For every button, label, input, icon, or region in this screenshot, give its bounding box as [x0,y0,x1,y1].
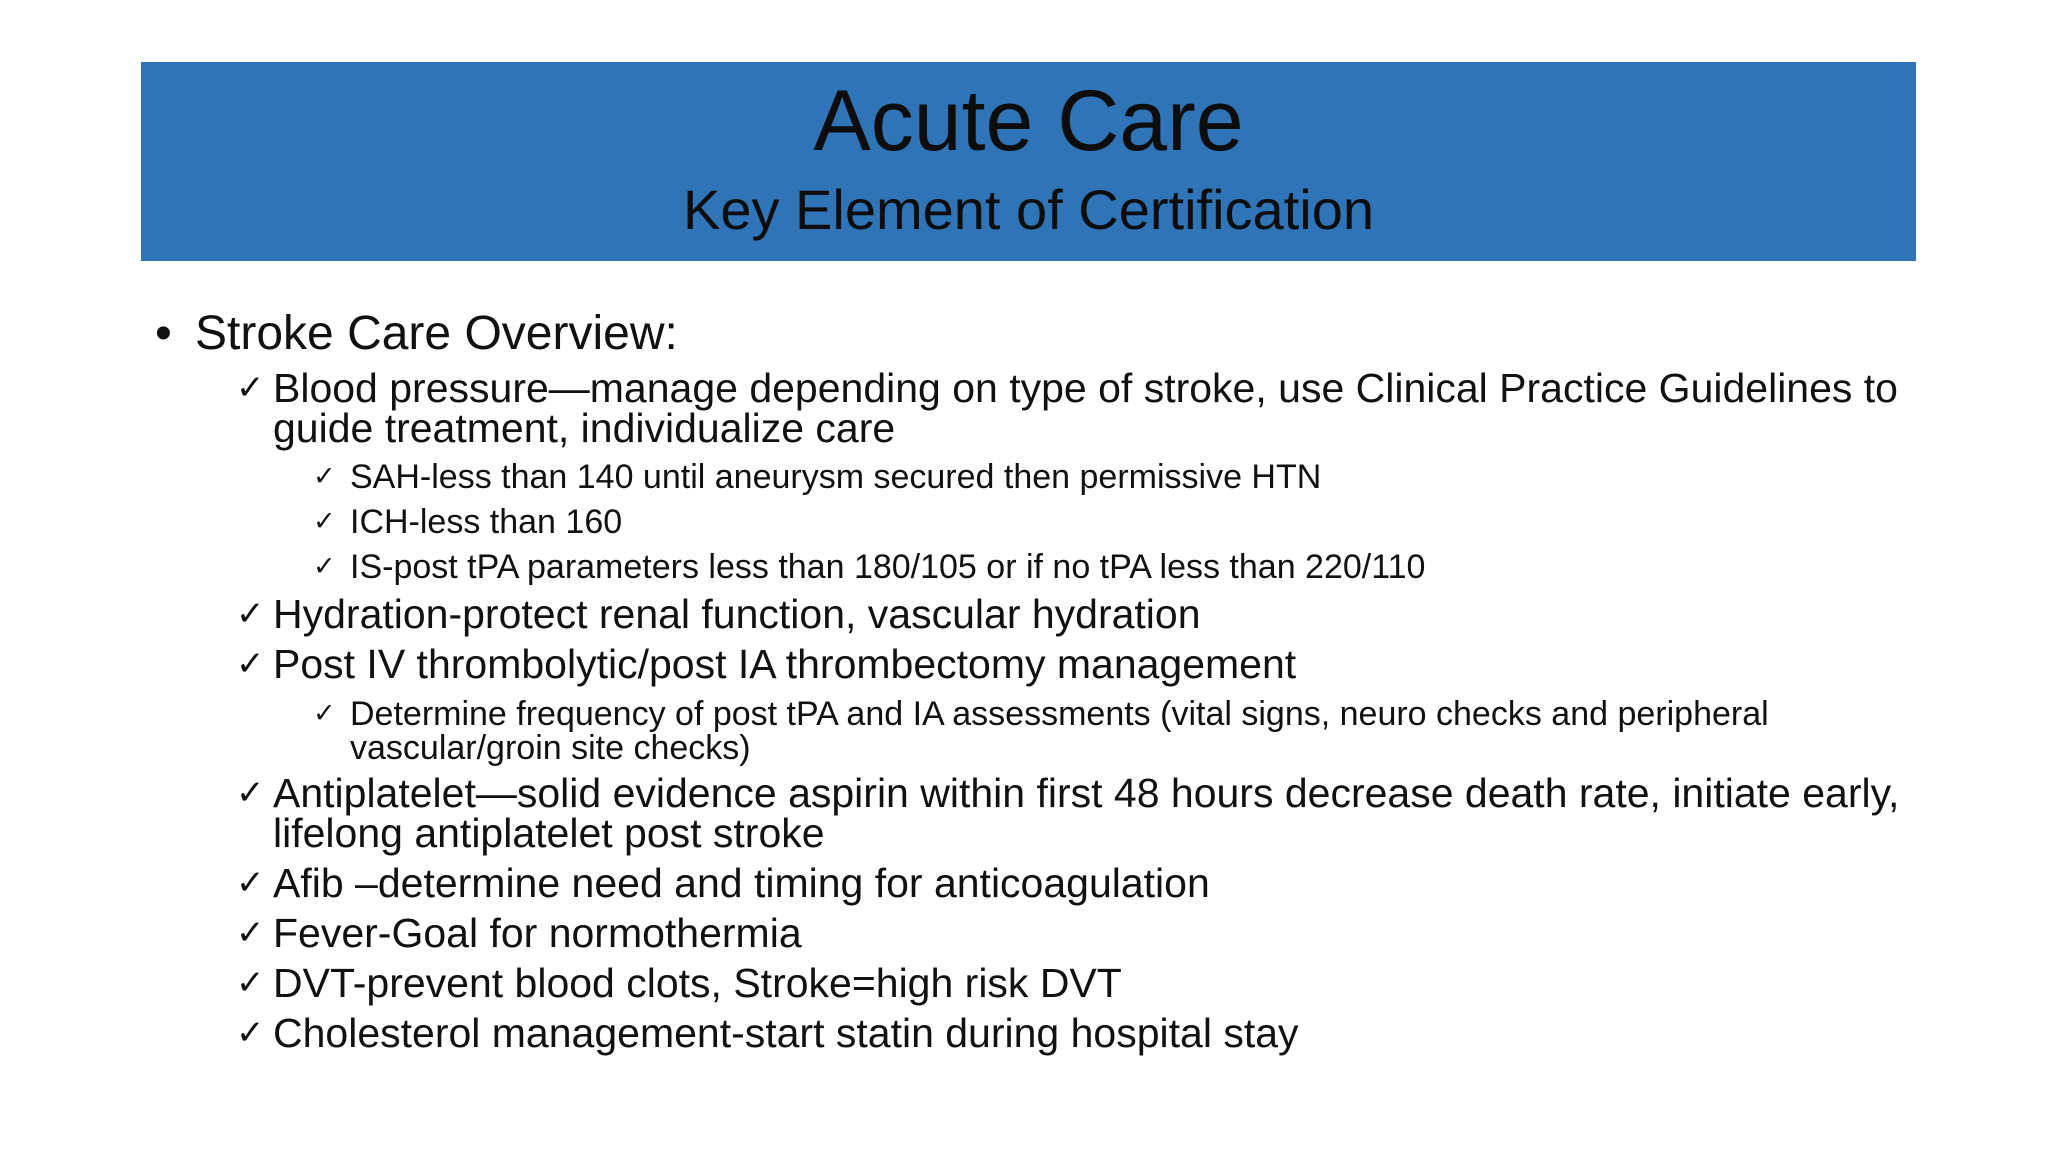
bullet-icon: • [155,307,172,360]
check-icon: ✓ [236,963,265,1003]
list-item [236,641,1936,687]
section-heading-text: Stroke Care Overview: [195,307,678,360]
list-item [236,365,1936,451]
list-item [236,860,1936,906]
check-icon: ✓ [236,368,265,408]
check-icon: ✓ [236,863,265,903]
sub-list-item-text: SAH-less than 140 until aneurysm secured then permissive HTN [350,458,1322,496]
check-icon: ✓ [236,644,265,684]
list-item-text: Blood pressure—manage depending on type of stroke, use Clinical Practice Guidelines to guide treatment, individualize care [273,365,1898,451]
slide-title: Acute Care [813,73,1244,169]
check-icon: ✓ [236,1013,265,1053]
check-icon: ✓ [313,461,336,492]
check-icon: ✓ [313,551,336,582]
sub-list-item [313,697,1913,765]
check-icon: ✓ [313,698,336,729]
check-icon: ✓ [236,913,265,953]
check-icon: ✓ [313,506,336,537]
sub-list-item-text: IS-post tPA parameters less than 180/105 or if no tPA less than 220/110 [350,548,1426,586]
check-icon: ✓ [236,773,265,813]
list-item [236,1010,1936,1056]
list-item-text: Post IV thrombolytic/post IA thrombectomy management [273,641,1297,687]
list-item-text: Fever-Goal for normothermia [273,910,802,956]
list-item-text: Cholesterol management-start statin during hospital stay [273,1010,1299,1056]
sub-list-item-text: ICH-less than 160 [350,503,623,541]
list-item-text: Antiplatelet—solid evidence aspirin within first 48 hours decrease death rate, initiate early, lifelong antiplatelet post stroke [273,770,1900,856]
list-item [236,910,1936,956]
list-item-text: Afib –determine need and timing for anticoagulation [273,860,1210,906]
list-item [236,591,1936,637]
list-item-text: Hydration-protect renal function, vascular hydration [273,591,1201,637]
sub-list-item [313,505,1913,539]
sub-list-item [313,460,1913,494]
sub-list-item-text: Determine frequency of post tPA and IA assessments (vital signs, neuro checks and peripheral vascular/groin site checks) [350,695,1769,767]
slide-subtitle: Key Element of Certification [683,178,1374,241]
check-icon: ✓ [236,594,265,634]
sub-list-item [313,550,1913,584]
list-item-text: DVT-prevent blood clots, Stroke=high risk DVT [273,960,1122,1006]
list-item [236,770,1936,856]
list-item [236,960,1936,1006]
